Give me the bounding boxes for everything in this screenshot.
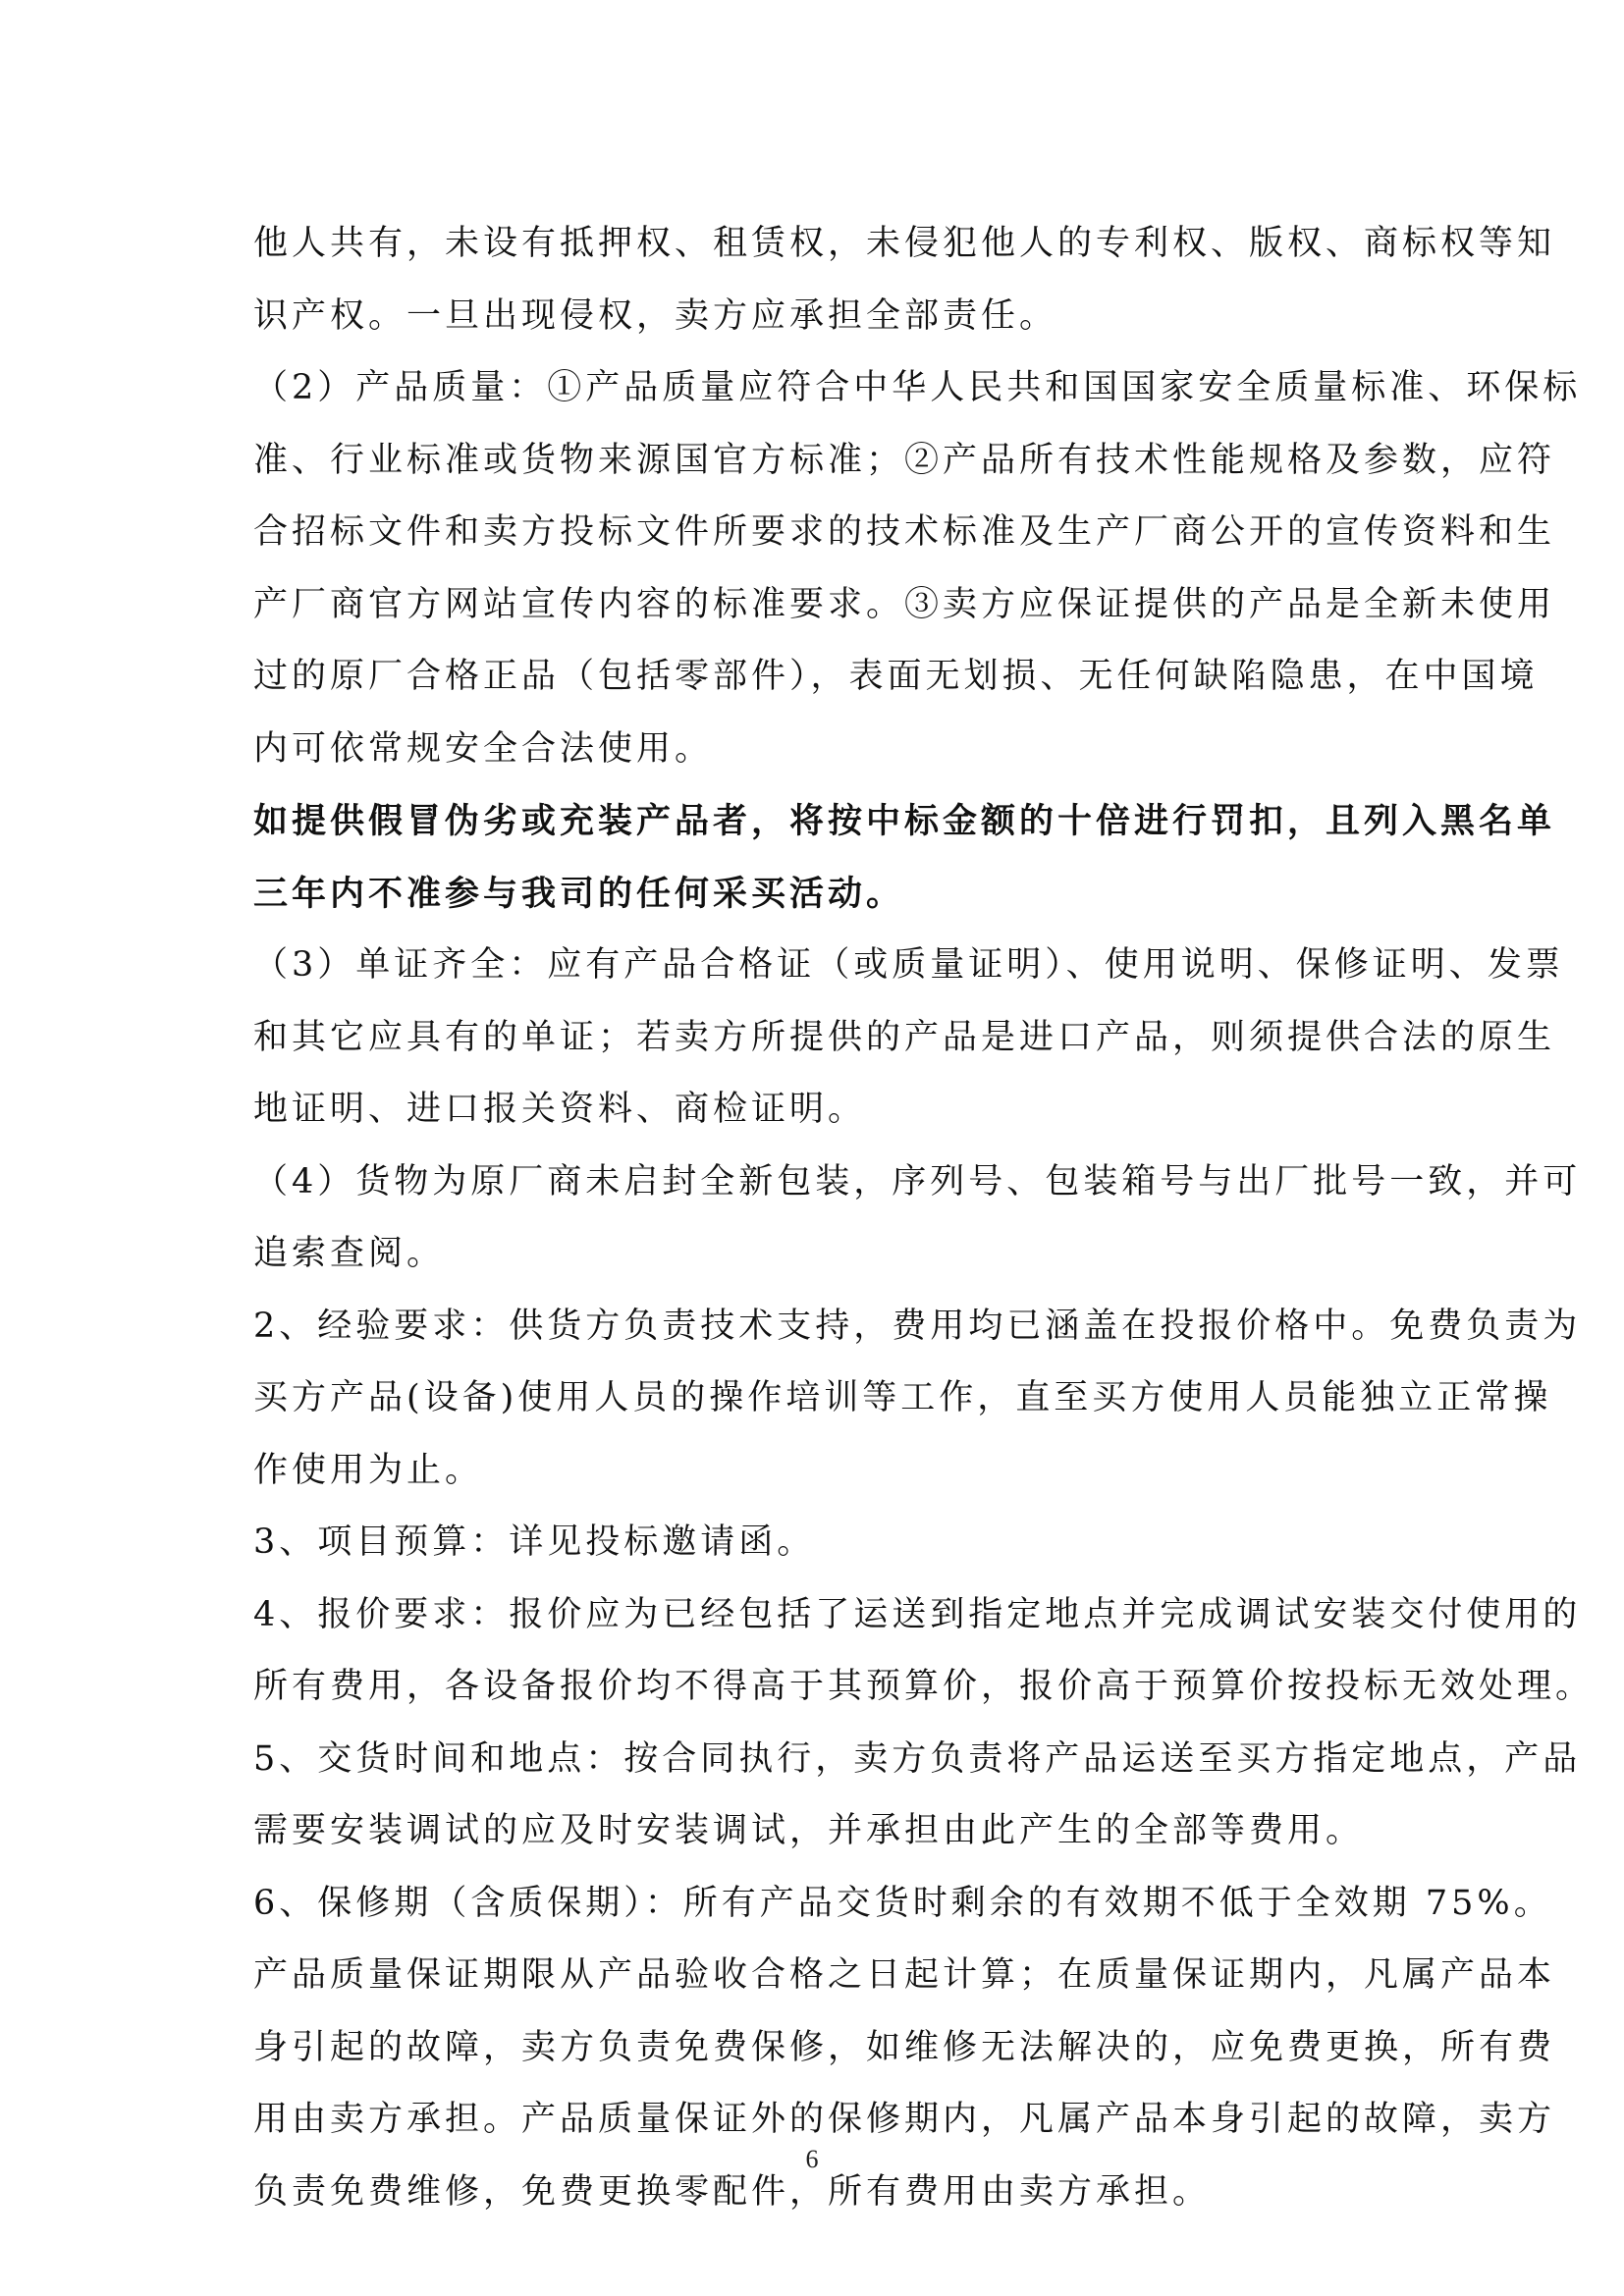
text-line: 准、行业标准或货物来源国官方标准；②产品所有技术性能规格及参数，应符 <box>253 440 1556 480</box>
text-line: 地证明、进口报关资料、商检证明。 <box>253 1090 867 1129</box>
text-line: 他人共有，未设有抵押权、租赁权，未侵犯他人的专利权、版权、商标权等知 <box>253 224 1556 263</box>
document-body <box>253 208 1595 2228</box>
text-line: 所有费用，各设备报价均不得高于其预算价，报价高于预算价按投标无效处理。 <box>253 1667 1595 1706</box>
text-line: 5、交货时间和地点：按合同执行，卖方负责将产品运送至买方指定地点，产品 <box>253 1738 1582 1779</box>
text-line: 负责免费维修，免费更换零配件，所有费用由卖方承担。 <box>253 2171 1212 2212</box>
text-line-emphasis: 三年内不准参与我司的任何采买活动。 <box>253 873 905 914</box>
text-line: 3、项目预算：详见投标邀请函。 <box>253 1522 816 1562</box>
text-line: 内可依常规安全合法使用。 <box>253 728 714 769</box>
text-line: 2、经验要求：供货方负责技术支持，费用均已涵盖在投报价格中。免费负责为 <box>253 1306 1582 1346</box>
text-line: 识产权。一旦出现侵权，卖方应承担全部责任。 <box>253 295 1058 336</box>
text-line: 和其它应具有的单证；若卖方所提供的产品是进口产品，则须提供合法的原生 <box>253 1017 1556 1057</box>
text-line: 身引起的故障，卖方负责免费保修，如维修无法解决的，应免费更换，所有费 <box>253 2027 1556 2067</box>
text-line: （4）货物为原厂商未启封全新包装，序列号、包装箱号与出厂批号一致，并可 <box>253 1161 1582 1201</box>
text-line: 产品质量保证期限从产品验收合格之日起计算；在质量保证期内，凡属产品本 <box>253 1955 1556 1995</box>
text-line: 过的原厂合格正品（包括零部件），表面无划损、无任何缺陷隐患，在中国境 <box>253 657 1539 696</box>
text-line: 追索查阅。 <box>253 1234 446 1273</box>
text-line: 6、保修期（含质保期）：所有产品交货时剩余的有效期不低于全效期 75%。 <box>253 1883 1552 1923</box>
text-line: 买方产品(设备)使用人员的操作培训等工作，直至买方使用人员能独立正常操 <box>253 1378 1552 1417</box>
text-line: 用由卖方承担。产品质量保证外的保修期内，凡属产品本身引起的故障，卖方 <box>253 2100 1556 2139</box>
text-line: （2）产品质量：①产品质量应符合中华人民共和国国家安全质量标准、环保标 <box>253 368 1582 407</box>
text-line: （3）单证齐全：应有产品合格证（或质量证明）、使用说明、保修证明、发票 <box>253 945 1564 985</box>
text-line: 产厂商官方网站宣传内容的标准要求。③卖方应保证提供的产品是全新未使用 <box>253 584 1556 624</box>
text-line-emphasis: 如提供假冒伪劣或充装产品者，将按中标金额的十倍进行罚扣，且列入黑名单 <box>253 801 1556 841</box>
page-number: 6 <box>805 2145 819 2173</box>
text-line: 4、报价要求：报价应为已经包括了运送到指定地点并完成调试安装交付使用的 <box>253 1594 1582 1634</box>
text-line: 作使用为止。 <box>253 1450 484 1490</box>
text-line: 需要安装调试的应及时安装调试，并承担由此产生的全部等费用。 <box>253 1811 1365 1850</box>
text-line: 合招标文件和卖方投标文件所要求的技术标准及生产厂商公开的宣传资料和生 <box>253 512 1556 552</box>
